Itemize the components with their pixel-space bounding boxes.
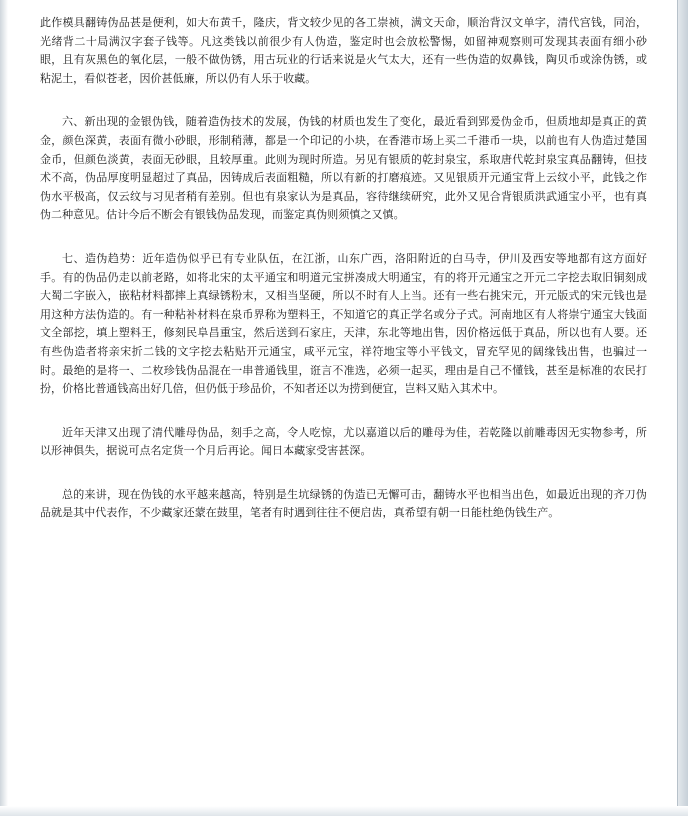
- paragraph-mold-casting: 此作模具翻铸伪品甚是便利，如大布黄千，隆庆，背文较少见的各工崇祯，满文天命，顺治背汉文单字，清代宫钱，同治，光绪背二十局满汉字套子钱等。凡这类钱以前很少有人伪造，鉴定时也会放松警惕，如留神观察则可发现其表面有细小砂眼，且有灰黑色的氧化层，一般不做伪锈，用古玩业的行话来说是火气太大，还有一些伪造的奴鼻钱，陶贝币或涂伪锈，或粘泥土，看似苍老，因价甚低廉，所以仍有人乐于收藏。: [40, 16, 647, 85]
- page-bottom-edge: [0, 806, 688, 816]
- page-left-shadow: [0, 0, 8, 816]
- paragraph-gold-silver-forgeries: 六、新出现的金银伪钱，随着造伪技术的发展，伪钱的材质也发生了变化，最近看到郢爰伪金币，但质地却是真正的黄金，颜色深黄，表面有微小砂眼，形制稍薄，都是一个印记的小块，在香港市场上买二千港币一块，以前也有人伪造过楚国金币，但颜色淡黄，表面无砂眼，且较厚重。此则为现时所造。另见有银质的乾封泉宝，系取唐代乾封泉宝真品翻铸，但技术不高，伪品厚度明显超过了真品，因铸成后表面粗糙，所以有新的打磨痕迹。又见银质开元通宝背上云纹小平，此钱之作伪水平极高，仅云纹与习见者稍有差别。但也有泉家认为是真品，容待继续研究，此外又见合背银质洪武通宝小平，也有真伪二种意见。估计今后不断会有银钱伪品发现，而鉴定真伪则须慎之又慎。: [40, 115, 647, 222]
- paragraph-tianjin-mother-coins: 近年天津又出现了清代雕母伪品，刻手之高，令人吃惊，尤以嘉道以后的雕母为佳，若乾隆以前雕毒因无实物参考，所以形神俱失，据说可点名定货一个月后再论。闻日本藏家受害甚深。: [40, 425, 647, 458]
- document-page: [40, 14, 647, 548]
- window-right-border: [677, 0, 688, 816]
- paragraph-forgery-trends: 七、造伪趋势：近年造伪似乎已有专业队伍，在江浙，山东广西，洛阳附近的白马寺，伊川及西安等地都有这方面好手。有的伪品仍走以前老路，如将北宋的太平通宝和明道元宝拼凑成大明通宝，有的将开元通宝之开元二字挖去取旧铜刻成大蜀二字嵌入，嵌粘材料都摔上真绿锈粉末，又相当坚硬，所以不时有人上当。还有一些右挑宋元，开元版式的宋元钱也是用这种方法伪造的。有一种粘补材料在泉币界称为塑料王，不知道它的真正学名或分子式。河南地区有人将崇宁通宝大钱面文全部挖，填上塑料王，修刻民阜昌重宝，然后送到石家庄，天津，东北等地出售，因价格远低于真品，所以也有人要。还有些伪造者将亲宋折二钱的文字挖去粘贴开元通宝，咸平元宝，祥符地宝等小平钱文，冒充罕见的阔缘钱出售，也骗过一时。最绝的是将一、二枚珍钱伪品混在一串普通钱里，诳言不准选，必须一起买，理由是自己不懂钱，甚至是标准的农民打扮，价格比普通钱高出好几倍，但仍低于珍品价，不知者还以为捞到便宜，岂料又贴入其术中。: [40, 251, 647, 396]
- paragraph-conclusion: 总的来讲，现在伪钱的水平越来越高，特别是生坑绿锈的伪造已无懈可击，翻铸水平也相当出色，如最近出现的齐刀伪品就是其中代表作，不少藏家还蒙在鼓里，笔者有时遇到往往不便启齿，真希望有朝一日能杜绝伪钱生产。: [40, 487, 647, 520]
